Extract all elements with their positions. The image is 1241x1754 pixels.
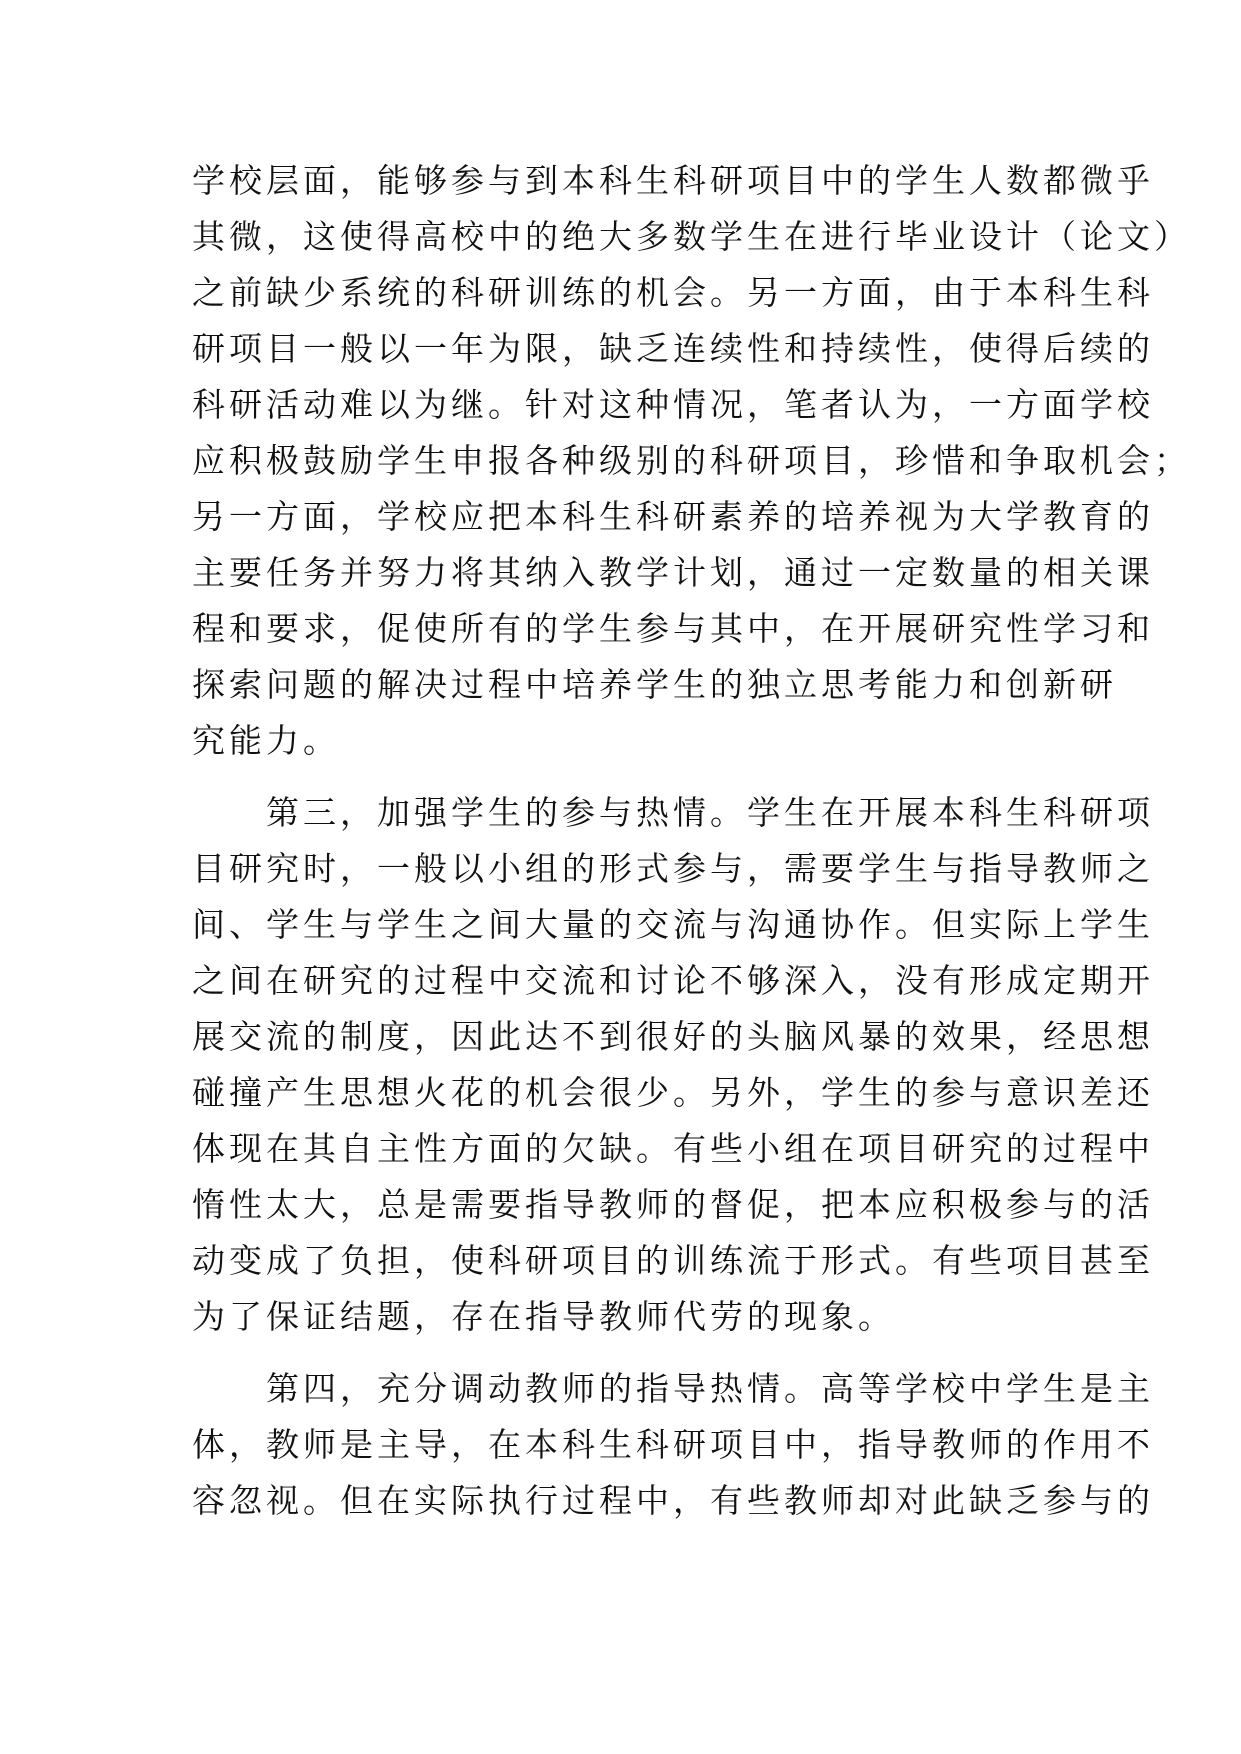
text-line: 学校层面，能够参与到本科生科研项目中的学生人数都微乎 bbox=[192, 161, 1154, 200]
text-line: 间、学生与学生之间大量的交流与沟通协作。但实际上学生 bbox=[192, 905, 1154, 944]
text-line: 之前缺少系统的科研训练的机会。另一方面，由于本科生科 bbox=[192, 273, 1154, 312]
text-line: 主要任务并努力将其纳入教学计划，通过一定数量的相关课 bbox=[192, 553, 1154, 592]
text-line: 为了保证结题，存在指导教师代劳的现象。 bbox=[192, 1297, 895, 1336]
text-line: 体，教师是主导，在本科生科研项目中，指导教师的作用不 bbox=[192, 1425, 1154, 1464]
text-line: 第三，加强学生的参与热情。学生在开展本科生科研项 bbox=[192, 793, 1154, 832]
body-text bbox=[192, 153, 1191, 1529]
text-line: 究能力。 bbox=[192, 721, 340, 760]
text-line: 其微，这使得高校中的绝大多数学生在进行毕业设计（论文） bbox=[192, 217, 1191, 256]
text-line: 另一方面，学校应把本科生科研素养的培养视为大学教育的 bbox=[192, 497, 1154, 536]
text-line: 碰撞产生思想火花的机会很少。另外，学生的参与意识差还 bbox=[192, 1073, 1154, 1112]
paragraph bbox=[192, 1361, 1154, 1529]
text-line: 惰性太大，总是需要指导教师的督促，把本应积极参与的活 bbox=[192, 1185, 1154, 1224]
paragraph-spacer bbox=[192, 1345, 1052, 1361]
text-line: 应积极鼓励学生申报各种级别的科研项目，珍惜和争取机会； bbox=[192, 441, 1191, 480]
text-line: 第四，充分调动教师的指导热情。高等学校中学生是主 bbox=[192, 1369, 1154, 1408]
text-line: 目研究时，一般以小组的形式参与，需要学生与指导教师之 bbox=[192, 849, 1154, 888]
text-line: 研项目一般以一年为限，缺乏连续性和持续性，使得后续的 bbox=[192, 329, 1154, 368]
text-line: 容忽视。但在实际执行过程中，有些教师却对此缺乏参与的 bbox=[192, 1481, 1154, 1520]
text-line: 体现在其自主性方面的欠缺。有些小组在项目研究的过程中 bbox=[192, 1129, 1154, 1168]
text-line: 科研活动难以为继。针对这种情况，笔者认为，一方面学校 bbox=[192, 385, 1154, 424]
text-line: 展交流的制度，因此达不到很好的头脑风暴的效果，经思想 bbox=[192, 1017, 1154, 1056]
text-line: 之间在研究的过程中交流和讨论不够深入，没有形成定期开 bbox=[192, 961, 1154, 1000]
paragraph-spacer bbox=[192, 769, 1052, 785]
paragraph bbox=[192, 153, 1191, 769]
text-line: 探索问题的解决过程中培养学生的独立思考能力和创新研 bbox=[192, 665, 1117, 704]
text-line: 程和要求，促使所有的学生参与其中，在开展研究性学习和 bbox=[192, 609, 1154, 648]
paragraph bbox=[192, 785, 1154, 1345]
text-line: 动变成了负担，使科研项目的训练流于形式。有些项目甚至 bbox=[192, 1241, 1154, 1280]
